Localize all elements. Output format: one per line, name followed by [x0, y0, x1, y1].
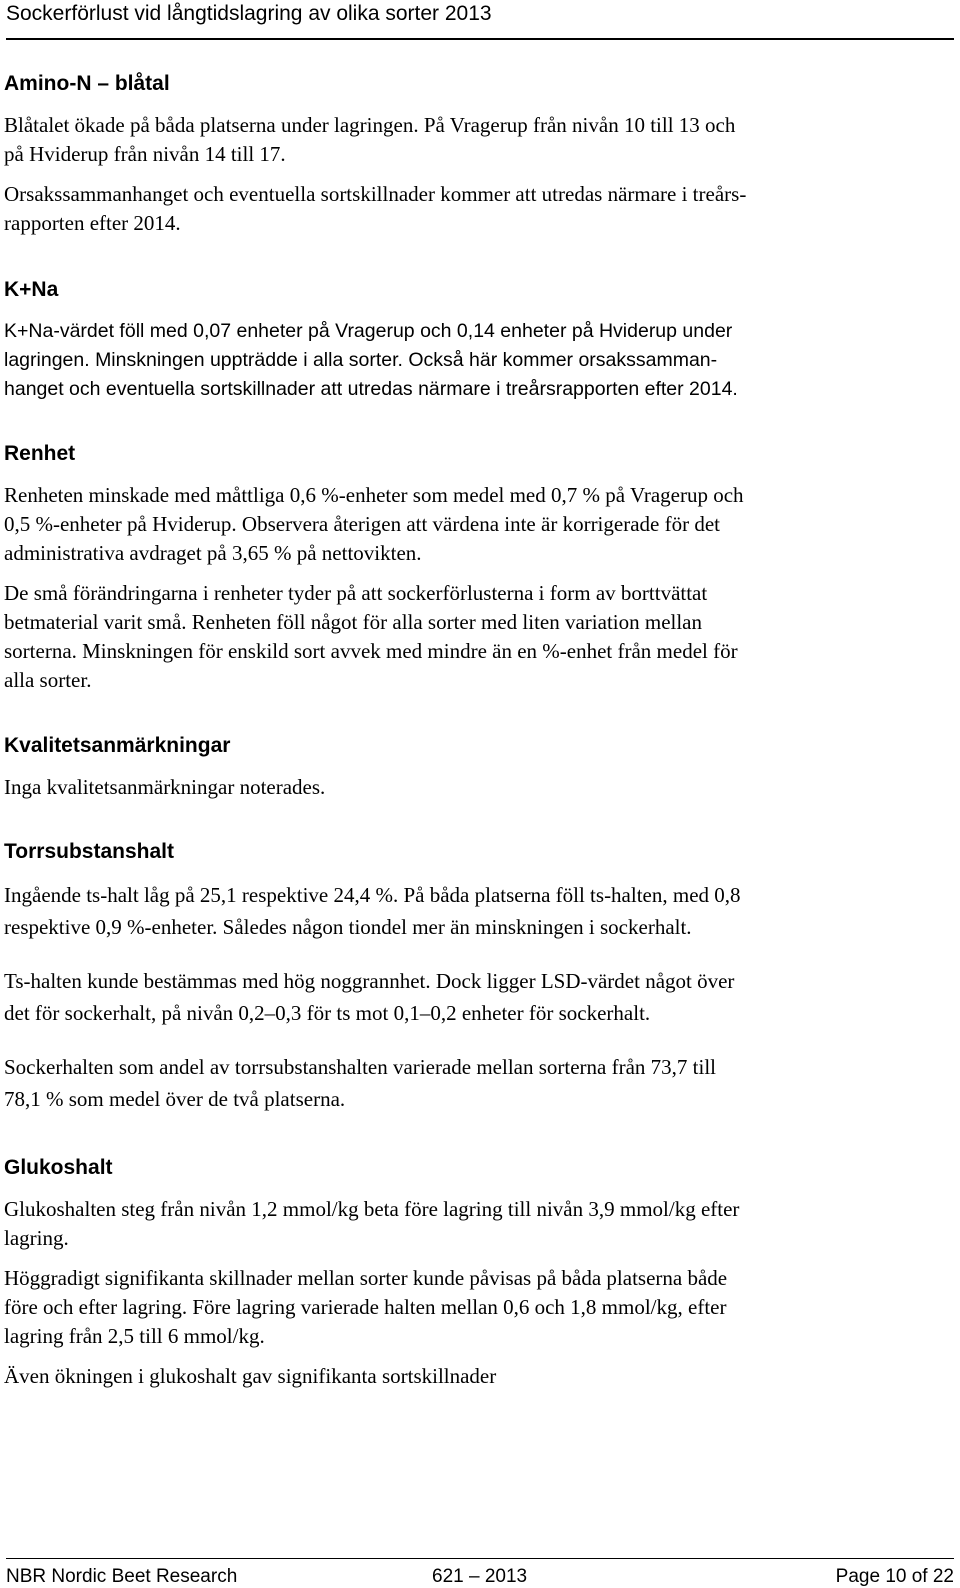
footer-report-number: 621 – 2013 [432, 1566, 528, 1587]
text-line: administrativa avdraget på 3,65 % på nettovikten. [4, 541, 422, 565]
text-line: Ts-halten kunde bestämmas med hög noggrannhet. Dock ligger LSD-värdet något över [4, 969, 735, 993]
paragraph-amino-2 [4, 180, 904, 238]
text-line: betmaterial varit små. Renheten föll något för alla sorter med liten variation mellan [4, 610, 703, 634]
footer-organization: NBR Nordic Beet Research [6, 1566, 238, 1587]
text-line: lagringen. Minskningen uppträdde i alla sorter. Också här kommer orsakssamman- [4, 349, 718, 371]
page-footer [6, 1558, 954, 1588]
paragraph-gluko-3 [4, 1362, 904, 1391]
paragraph-renhet-2 [4, 579, 904, 695]
text-line: respektive 0,9 %-enheter. Således någon tiondel mer än minskningen i sockerhalt. [4, 915, 692, 939]
text-line: lagring. [4, 1226, 69, 1250]
text-line: 78,1 % som medel över de två platserna. [4, 1087, 346, 1111]
paragraph-torr-3 [4, 1051, 904, 1115]
footer-page-number: Page 10 of 22 [835, 1566, 954, 1587]
text-line: Inga kvalitetsanmärkningar noterades. [4, 775, 326, 799]
text-line: De små förändringarna i renheter tyder på att sockerförlusterna i form av borttvättat [4, 581, 708, 605]
text-line: sorterna. Minskningen för enskild sort avvek med mindre än en %-enhet från medel för [4, 639, 738, 663]
heading-renhet: Renhet [4, 442, 76, 465]
text-line: Även ökningen i glukoshalt gav signifikanta sortskillnader [4, 1364, 497, 1388]
text-line: hanget och eventuella sortskillnader att utredas närmare i treårsrapporten efter 2014. [4, 378, 738, 400]
paragraph-gluko-1 [4, 1195, 904, 1253]
text-line: Blåtalet ökade på båda platserna under lagringen. På Vragerup från nivån 10 till 13 och [4, 113, 736, 137]
text-line: före och efter lagring. Före lagring varierade halten mellan 0,6 och 1,8 mmol/kg, efter [4, 1295, 727, 1319]
heading-torrsubstanshalt: Torrsubstanshalt [4, 840, 174, 863]
paragraph-gluko-2 [4, 1264, 904, 1351]
running-title: Sockerförlust vid långtidslagring av olika sorter 2013 [6, 2, 492, 25]
paragraph-amino-1 [4, 111, 904, 169]
text-line: alla sorter. [4, 668, 92, 692]
heading-kvalitetsanmarkningar: Kvalitetsanmärkningar [4, 734, 231, 757]
text-line: Sockerhalten som andel av torrsubstanshalten varierade mellan sorterna från 73,7 till [4, 1055, 717, 1079]
text-line: rapporten efter 2014. [4, 211, 181, 235]
text-line: det för sockerhalt, på nivån 0,2–0,3 för ts mot 0,1–0,2 enheter för sockerhalt. [4, 1001, 651, 1025]
paragraph-torr-2 [4, 965, 904, 1029]
page-header [6, 0, 954, 40]
text-line: K+Na-värdet föll med 0,07 enheter på Vragerup och 0,14 enheter på Hviderup under [4, 320, 733, 342]
text-line: Ingående ts-halt låg på 25,1 respektive 24,4 %. På båda platserna föll ts-halten, med 0,8 [4, 883, 741, 907]
paragraph-torr-1 [4, 879, 904, 943]
paragraph-kvalitet-1 [4, 773, 904, 802]
text-line: lagring från 2,5 till 6 mmol/kg. [4, 1324, 265, 1348]
heading-glukoshalt: Glukoshalt [4, 1156, 113, 1179]
text-line: Glukoshalten steg från nivån 1,2 mmol/kg beta före lagring till nivån 3,9 mmol/kg efter [4, 1197, 740, 1221]
text-line: Orsakssammanhanget och eventuella sortskillnader kommer att utredas närmare i treårs- [4, 182, 747, 206]
paragraph-renhet-1 [4, 481, 904, 568]
text-line: på Hviderup från nivån 14 till 17. [4, 142, 286, 166]
paragraph-k-na-1 [4, 317, 904, 404]
heading-k-na: K+Na [4, 278, 59, 301]
text-line: Höggradigt signifikanta skillnader mellan sorter kunde påvisas på båda platserna både [4, 1266, 728, 1290]
heading-amino-n: Amino-N – blåtal [4, 72, 170, 95]
text-line: 0,5 %-enheter på Hviderup. Observera återigen att värdena inte är korrigerade för det [4, 512, 720, 536]
text-line: Renheten minskade med måttliga 0,6 %-enheter som medel med 0,7 % på Vragerup och [4, 483, 744, 507]
